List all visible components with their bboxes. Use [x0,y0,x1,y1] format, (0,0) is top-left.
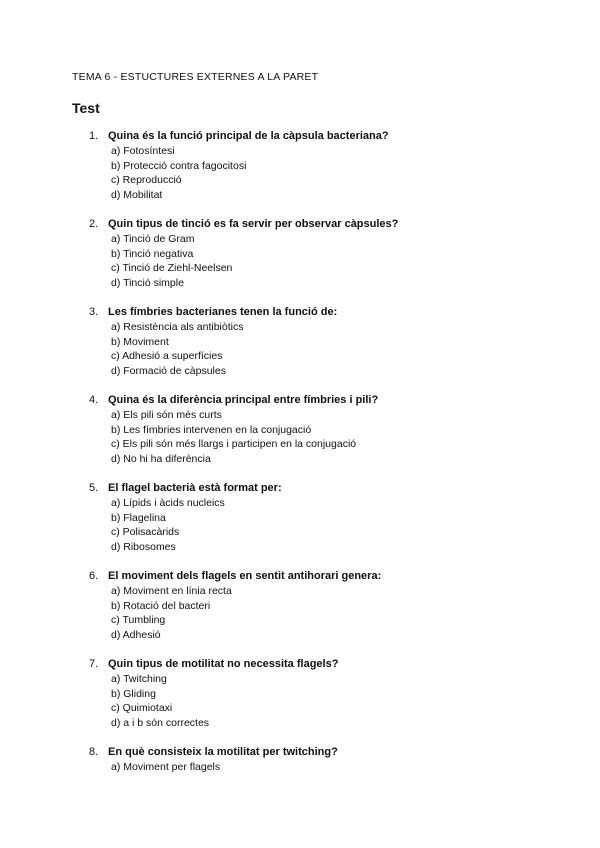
question-text: Quina és la diferència principal entre fímbries i pili? [108,394,379,406]
question-text: En què consisteix la motilitat per twitching? [108,746,338,758]
answer-option: b) Les fímbries intervenen en la conjugació [111,423,312,436]
answer-options [111,144,246,202]
answer-option: a) Tinció de Gram [111,233,195,245]
answer-option: b) Rotació del bacteri [111,599,211,612]
answer-option: b) Gliding [111,687,156,700]
question-number: 1. [89,130,99,142]
answer-option: b) Flagelina [111,511,166,524]
question-3 [0,304,600,392]
question-number: 5. [89,482,99,494]
answer-option: a) Moviment en línia recta [111,585,232,597]
answer-option: a) Els pili són més curts [111,409,222,421]
answer-option: a) Moviment per flagels [111,761,221,773]
question-text: El flagel bacterià està format per: [108,482,282,494]
question-2 [0,216,600,304]
question-text: Les fímbries bacterianes tenen la funció de: [108,306,338,318]
question-number: 3. [89,306,99,318]
answer-option: c) Els pili són més llargs i participen en la conjugació [111,438,357,450]
answer-option: a) Lípids i àcids nucleics [111,497,225,509]
answer-option: b) Moviment [111,335,169,348]
answer-options [111,760,220,775]
answer-option: d) a i b són correctes [111,716,210,729]
question-number: 7. [89,658,99,670]
answer-option: d) Formació de càpsules [111,364,226,377]
question-number: 4. [89,394,99,406]
document-header: TEMA 6 - ESTUCTURES EXTERNES A LA PARET [72,71,319,83]
answer-option: d) Tinció simple [111,276,184,289]
answer-option: d) Mobilitat [111,188,163,201]
question-text: El moviment dels flagels en sentit antihorari genera: [108,570,382,582]
question-list [0,128,600,832]
answer-option: c) Reproducció [111,174,182,186]
answer-options [111,408,356,466]
question-7 [0,656,600,744]
answer-options [111,320,243,378]
question-8 [0,744,600,832]
answer-option: d) Ribosomes [111,540,176,553]
answer-option: c) Tumbling [111,614,166,626]
answer-option: a) Twitching [111,673,167,685]
answer-option: d) Adhesió [111,628,161,641]
answer-option: c) Adhesió a superfícies [111,350,223,362]
answer-option: c) Tinció de Ziehl-Neelsen [111,262,233,274]
question-number: 6. [89,570,99,582]
answer-option: b) Protecció contra fagocitosi [111,159,247,172]
question-6 [0,568,600,656]
answer-option: c) Polisacàrids [111,526,180,538]
question-text: Quin tipus de motilitat no necessita flagels? [108,658,339,670]
question-text: Quina és la funció principal de la càpsula bacteriana? [108,130,389,142]
answer-option: b) Tinció negativa [111,247,194,260]
question-text: Quin tipus de tinció es fa servir per observar càpsules? [108,218,399,230]
answer-option: d) No hi ha diferència [111,452,211,465]
answer-option: c) Quimiotaxi [111,702,173,714]
answer-option: a) Fotosíntesi [111,145,175,157]
question-1 [0,128,600,216]
answer-options [111,672,209,730]
answer-option: a) Resistència als antibiòtics [111,321,244,333]
answer-options [111,232,232,290]
question-number: 2. [89,218,99,230]
question-5 [0,480,600,568]
answer-options [111,496,225,554]
question-number: 8. [89,746,99,758]
question-4 [0,392,600,480]
answer-options [111,584,232,642]
section-title: Test [72,100,100,116]
